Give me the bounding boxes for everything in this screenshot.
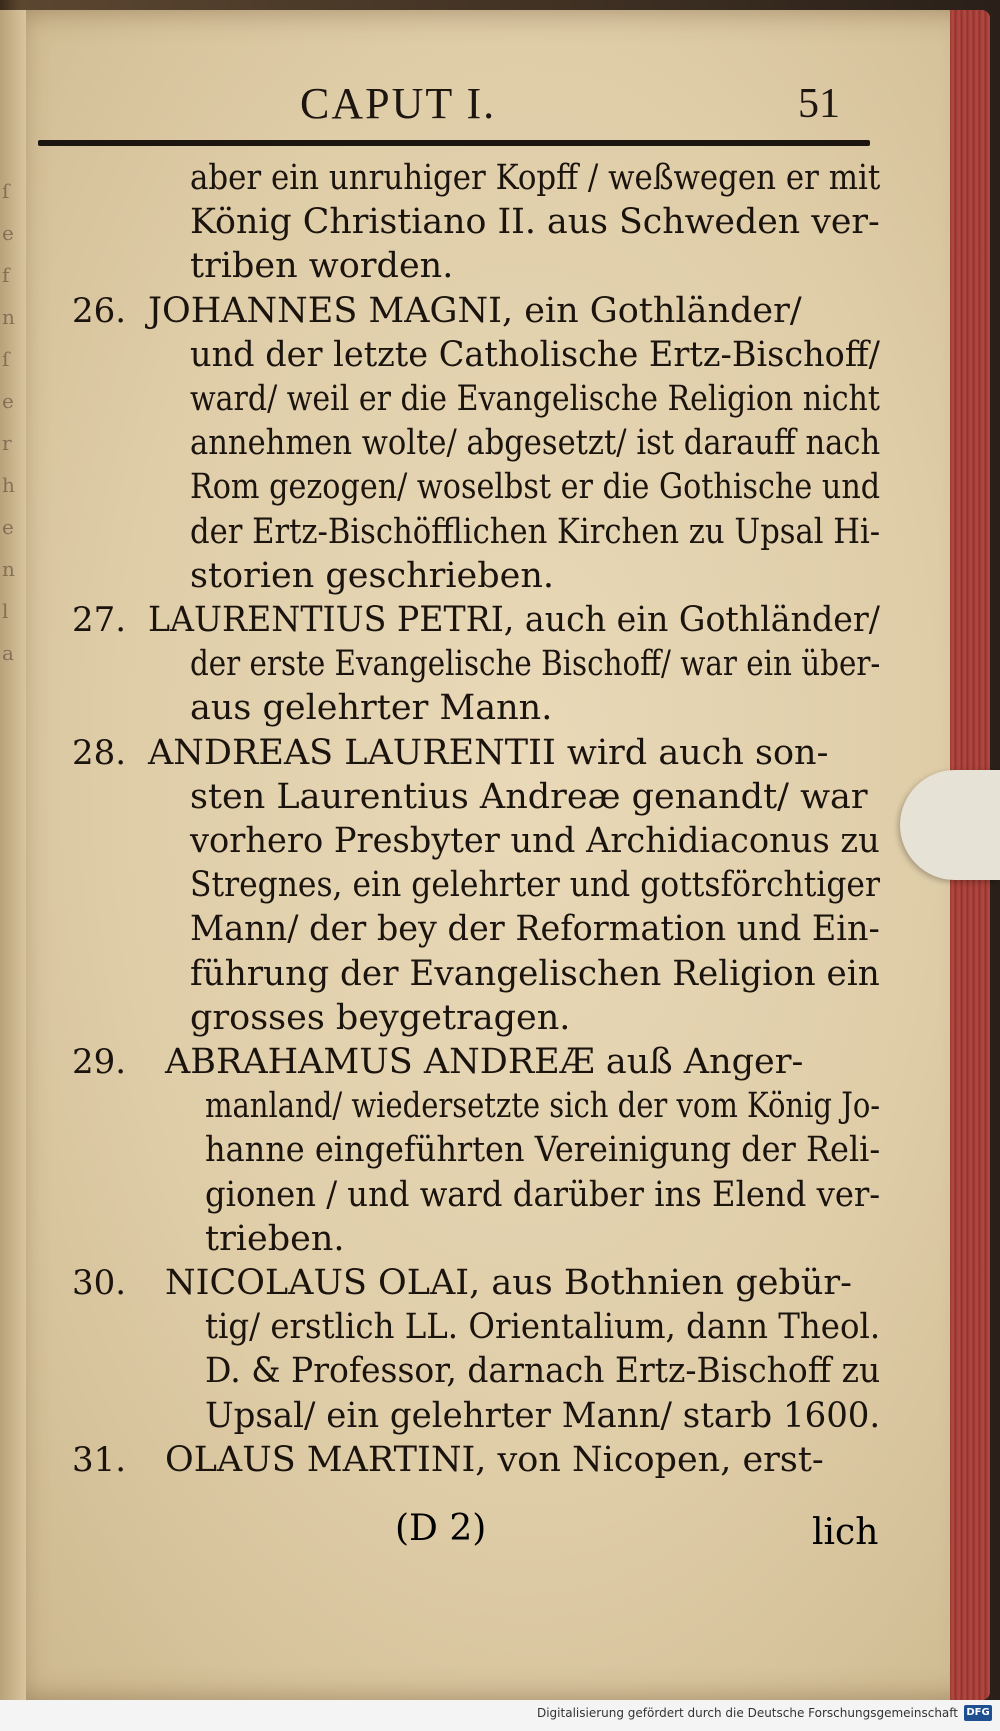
text-line: Rom gezogen/ woselbst er die Gothische und xyxy=(190,467,881,508)
dfg-logo-icon: DFG xyxy=(964,1705,992,1721)
entry-number: 29. xyxy=(72,1042,127,1082)
text-line: triben worden. xyxy=(190,246,454,287)
text-line: Stregnes, ein gelehrter und gottsförchtiger xyxy=(190,865,880,906)
catchword: lich xyxy=(812,1512,879,1553)
text-line: JOHANNES MAGNI, ein Gothländer/ xyxy=(148,290,802,331)
text-line: vorhero Presbyter und Archidiaconus zu xyxy=(190,821,880,861)
signature-mark: (D 2) xyxy=(395,1508,487,1549)
text-line: D. & Professor, darnach Ertz-Bischoff zu xyxy=(205,1351,881,1392)
entry-number: 28. xyxy=(72,732,127,773)
text-line: aus gelehrter Mann. xyxy=(190,688,553,729)
text-line: aber ein unruhiger Kopff / weßwegen er mit xyxy=(190,158,881,198)
text-line: LAURENTIUS PETRI, auch ein Gothländer/ xyxy=(148,600,880,640)
text-line: manland/ wiedersetzte sich der vom König Jo- xyxy=(205,1086,881,1127)
text-line: tig/ erstlich LL. Orientalium, dann Theol. xyxy=(205,1307,881,1348)
bleed-through-marks: ſ e f n ſ e r h e n l a xyxy=(2,179,15,665)
text-line: der Ertz-Bischöfflichen Kirchen zu Upsal Hi- xyxy=(190,511,881,552)
text-line: sten Laurentius Andreæ genandt/ war xyxy=(190,776,868,817)
text-line: NICOLAUS OLAI, aus Bothnien gebür- xyxy=(165,1263,852,1303)
text-line: hanne eingeführten Vereinigung der Reli- xyxy=(205,1130,881,1171)
text-line: gionen / und ward darüber ins Elend ver- xyxy=(205,1174,881,1215)
page-number: 51 xyxy=(798,81,840,127)
entry-number: 31. xyxy=(72,1439,127,1480)
funding-credit: Digitalisierung gefördert durch die Deutsche Forschungsgemeinschaft xyxy=(536,1706,958,1720)
text-line: annehmen wolte/ abgesetzt/ ist darauff nach xyxy=(190,423,881,464)
text-line: König Christiano II. aus Schweden ver- xyxy=(190,202,880,243)
text-line: storien geschrieben. xyxy=(190,555,555,596)
page-gutter xyxy=(0,10,26,1700)
text-line: OLAUS MARTINI, von Nicopen, erst- xyxy=(165,1439,824,1480)
book-tab xyxy=(900,770,1000,880)
header-rule xyxy=(38,140,870,146)
running-header: CAPUT I. xyxy=(300,79,497,128)
text-line: Upsal/ ein gelehrter Mann/ starb 1600. xyxy=(205,1395,881,1436)
text-line: der erste Evangelische Bischoff/ war ein über- xyxy=(190,644,881,685)
entry-number: 27. xyxy=(72,600,127,640)
text-line: trieben. xyxy=(205,1218,345,1259)
text-line: führung der Evangelischen Religion ein xyxy=(190,953,880,994)
entry-number: 30. xyxy=(72,1263,127,1303)
text-line: ANDREAS LAURENTII wird auch son- xyxy=(148,732,829,773)
text-line: ABRAHAMUS ANDREÆ auß Anger- xyxy=(165,1042,804,1082)
text-line: ward/ weil er die Evangelische Religion nicht xyxy=(190,379,880,419)
text-line: Mann/ der bey der Reformation und Ein- xyxy=(190,909,880,950)
text-line: und der letzte Catholische Ertz-Bischoff/ xyxy=(190,334,880,375)
text-line: grosses beygetragen. xyxy=(190,997,571,1038)
entry-number: 26. xyxy=(72,290,127,331)
